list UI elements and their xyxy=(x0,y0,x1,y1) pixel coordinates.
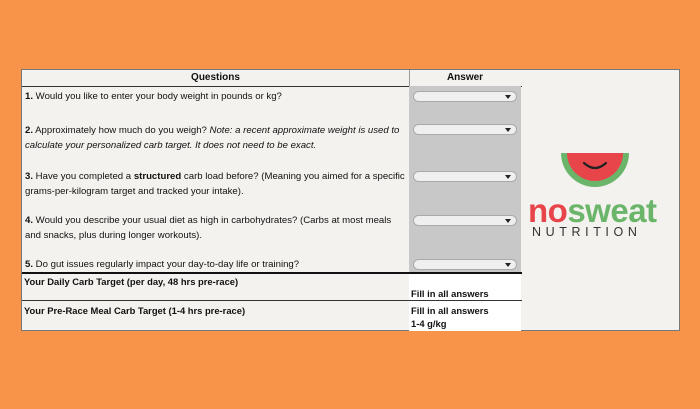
answer-2-dropdown[interactable] xyxy=(413,124,517,135)
logo-no: no xyxy=(528,192,568,229)
answer-3-dropdown[interactable] xyxy=(413,171,517,182)
prerace-target-label: Your Pre-Race Meal Carb Target (1-4 hrs pre-race) xyxy=(24,305,246,316)
prerace-target-cell xyxy=(409,301,521,331)
watermelon-smile-icon xyxy=(559,151,631,193)
question-3-text-post: carb load before? (Meaning you aimed for a specific grams-per-kilogram target and tracked your intake). xyxy=(25,171,405,197)
question-3-emphasis: structured xyxy=(133,171,182,182)
logo-subtitle: NUTRITION xyxy=(532,225,642,239)
answer-header: Answer xyxy=(446,72,484,83)
question-5-number: 5. xyxy=(25,259,34,270)
prerace-target-value: Fill in all answers xyxy=(411,305,489,316)
answer-1-dropdown[interactable] xyxy=(413,91,517,102)
question-4-number: 4. xyxy=(25,215,34,226)
nosweat-logo xyxy=(522,86,681,331)
chevron-down-icon xyxy=(505,95,511,99)
question-2-number: 2. xyxy=(25,125,34,136)
question-4 xyxy=(25,213,405,243)
question-5-text: Do gut issues regularly impact your day-to-day life or training? xyxy=(33,259,300,270)
question-1-text: Would you like to enter your body weight in pounds or kg? xyxy=(33,91,282,102)
chevron-down-icon xyxy=(505,263,511,267)
daily-target-value: Fill in all answers xyxy=(409,274,521,300)
chevron-down-icon xyxy=(505,175,511,179)
daily-target-label: Your Daily Carb Target (per day, 48 hrs pre-race) xyxy=(24,276,239,287)
carb-calculator-sheet xyxy=(21,69,680,331)
question-3 xyxy=(25,169,405,199)
header-row xyxy=(22,70,522,87)
answer-4-dropdown[interactable] xyxy=(413,215,517,226)
question-1 xyxy=(25,89,405,104)
logo-sweat: sweat xyxy=(567,192,657,229)
question-3-number: 3. xyxy=(25,171,34,182)
prerace-target-unit: 1-4 g/kg xyxy=(411,318,447,329)
chevron-down-icon xyxy=(505,219,511,223)
answer-5-dropdown[interactable] xyxy=(413,259,517,270)
question-2 xyxy=(25,123,405,153)
chevron-down-icon xyxy=(505,128,511,132)
question-3-text-pre: Have you completed a xyxy=(33,171,134,182)
question-2-note: Note: a recent approximate weight is used to calculate your personalized carb target. It does not need to be exact. xyxy=(25,125,400,151)
question-2-text: Approximately how much do you weigh? xyxy=(33,125,210,136)
question-1-number: 1. xyxy=(25,91,34,102)
question-4-text: Would you describe your usual diet as high in carbohydrates? (Carbs at most meals and snacks, plus during longer workouts). xyxy=(25,215,392,241)
questions-header: Questions xyxy=(191,72,240,83)
question-5 xyxy=(25,257,405,272)
